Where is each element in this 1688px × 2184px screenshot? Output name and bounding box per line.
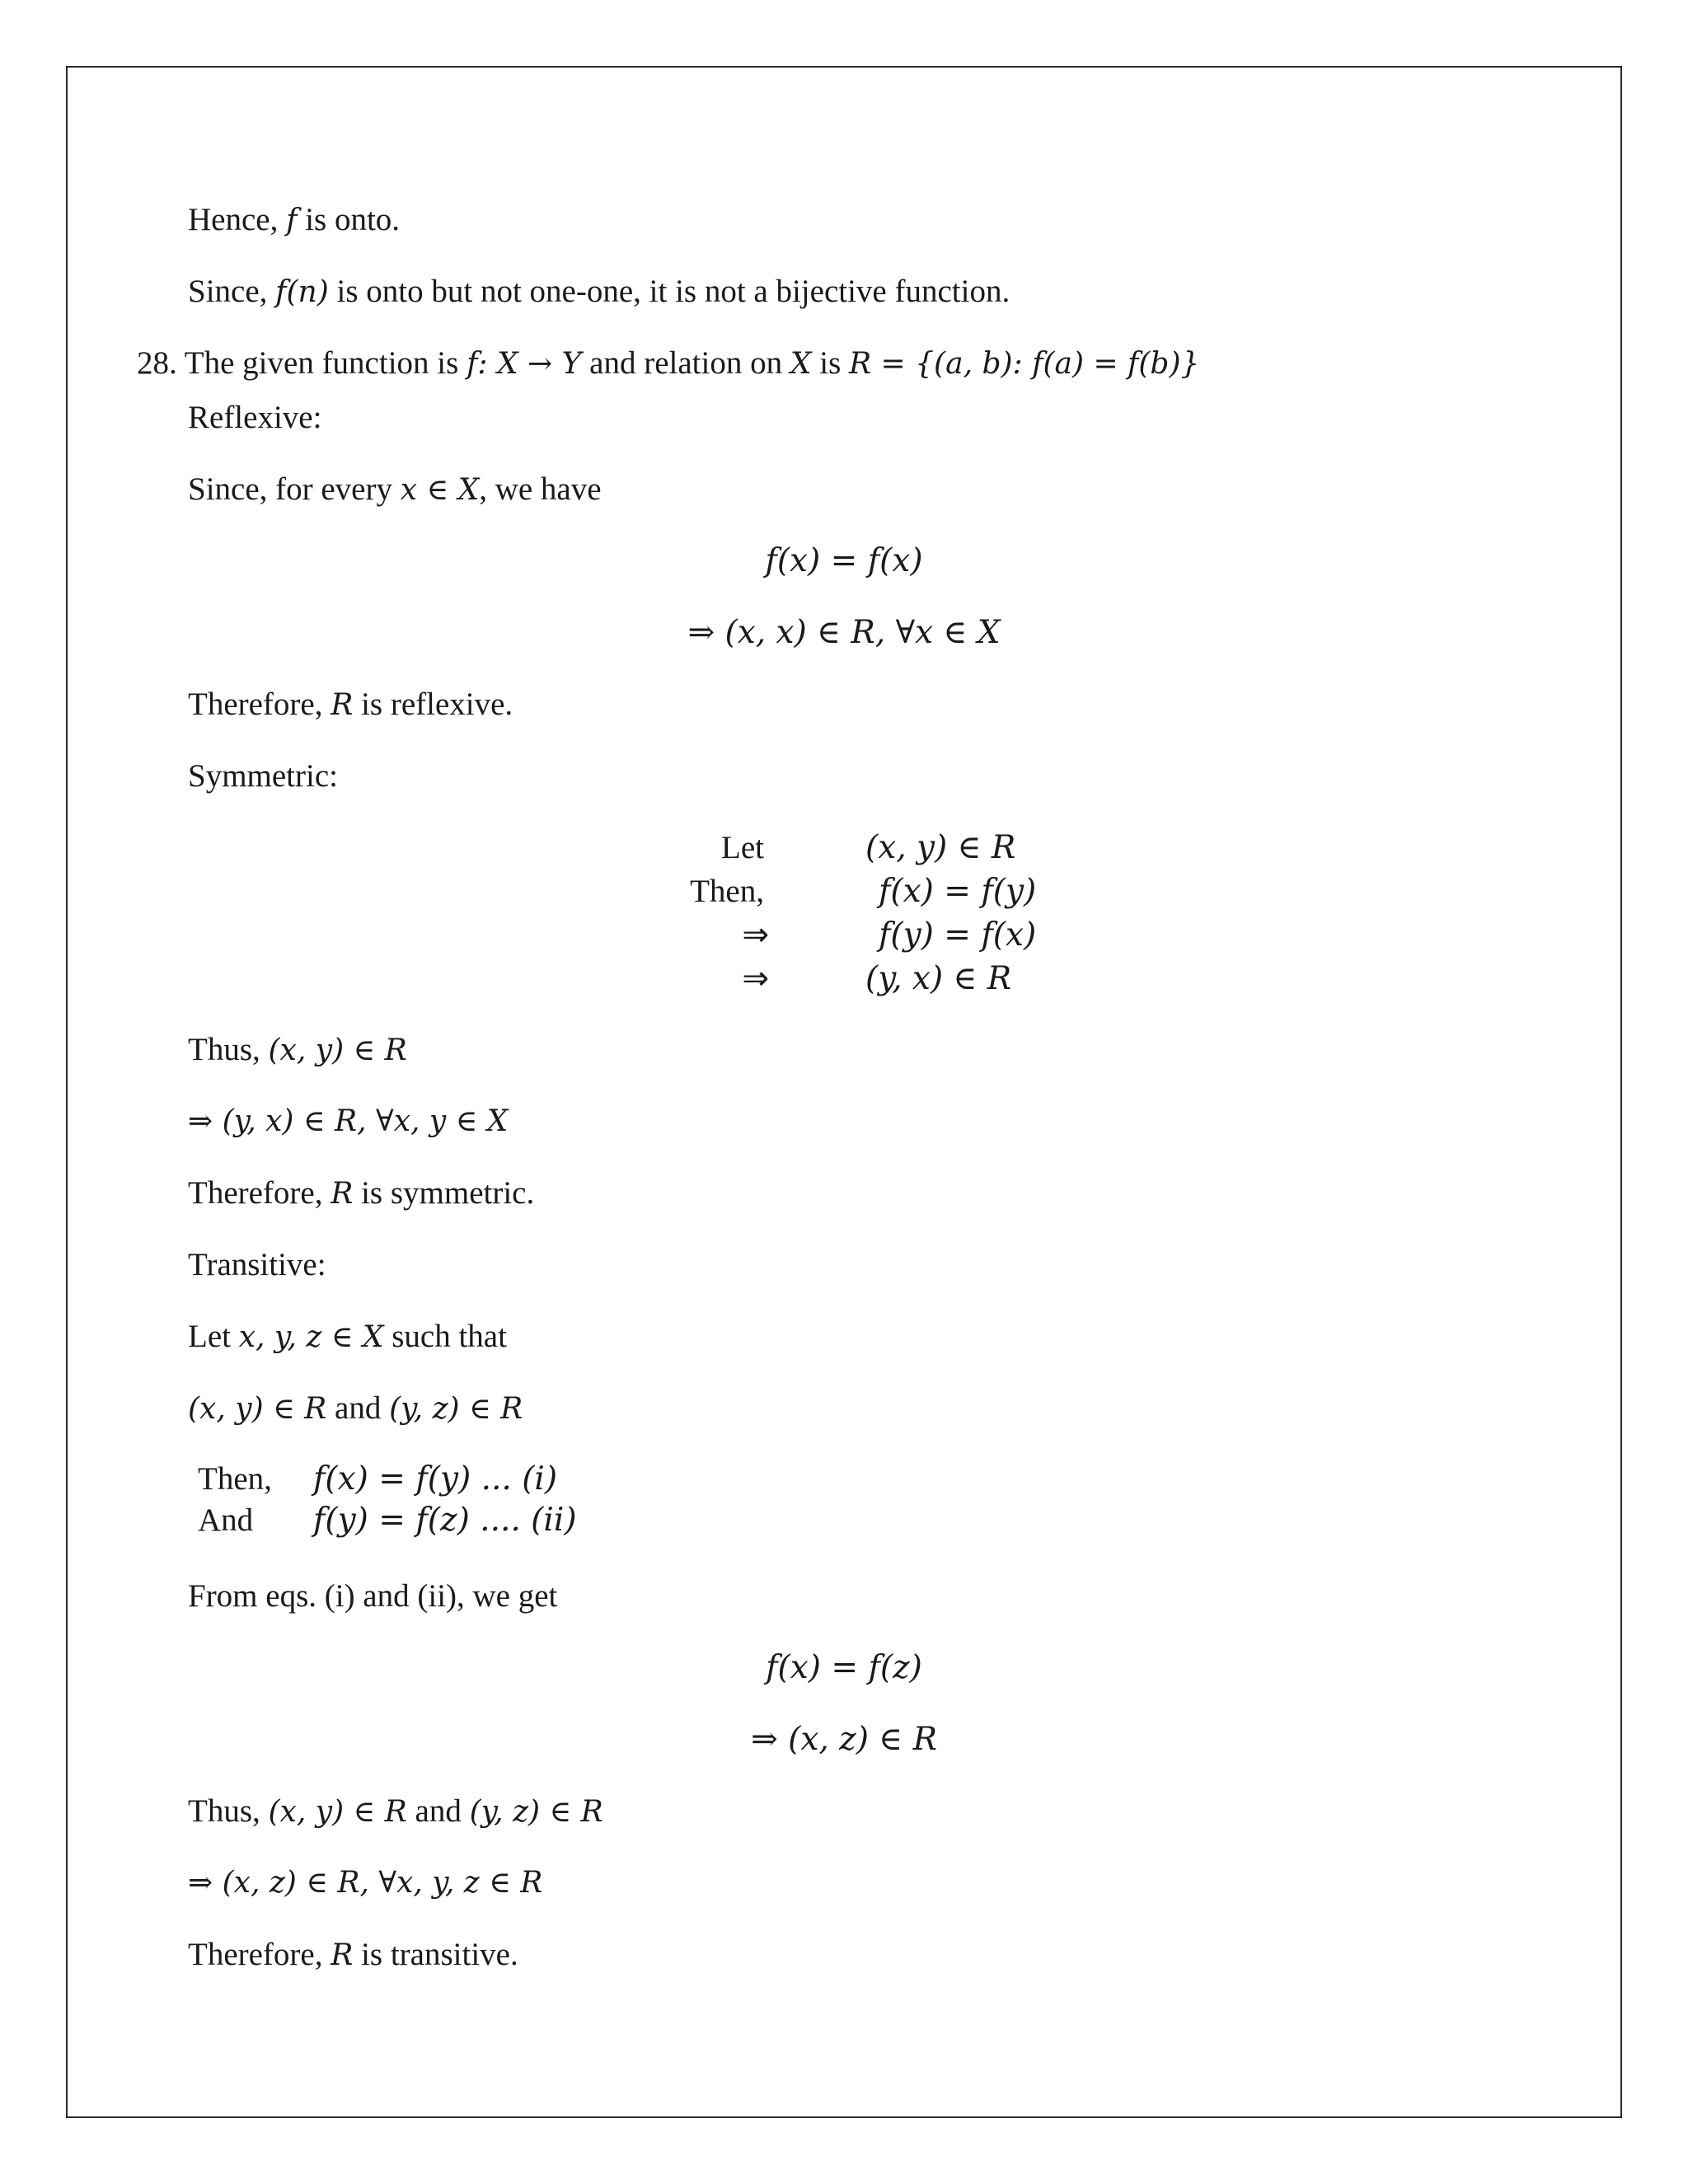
trans-expr-i: f(x) = f(y) ... (i)	[313, 1460, 558, 1497]
trans-expr-ii: f(y) = f(z) .... (ii)	[313, 1502, 577, 1539]
q28-part-1: f: X → Y	[467, 347, 582, 381]
line-thus-symmetric: Thus, (x, y) ∈ R	[188, 1032, 407, 1067]
sym-expr-implies-2: (y, x) ∈ R	[865, 960, 1012, 997]
reflexive-equation: f(x) = f(x)	[765, 542, 923, 579]
sym-label-implies-2: ⇒	[742, 960, 769, 997]
sym-expr-let: (x, y) ∈ R	[865, 829, 1016, 866]
heading-symmetric: Symmetric:	[188, 758, 338, 794]
q28-part-3: X	[790, 347, 812, 381]
transitive-implication: ⇒ (x, z) ∈ R	[751, 1721, 937, 1758]
line-hence-onto: Hence, f is onto.	[188, 202, 401, 237]
heading-transitive: Transitive:	[188, 1247, 326, 1282]
q28-part-4: is	[811, 345, 849, 381]
heading-reflexive: Reflexive:	[188, 400, 322, 435]
line-therefore-transitive: Therefore, R is transitive.	[188, 1937, 518, 1972]
reflexive-implication: ⇒ (x, x) ∈ R, ∀x ∈ X	[687, 614, 1001, 651]
trans-label-and: And	[198, 1502, 254, 1538]
line-therefore-reflexive: Therefore, R is reflexive.	[188, 687, 513, 722]
sym-label-implies-1: ⇒	[742, 916, 769, 954]
line-therefore-symmetric: Therefore, R is symmetric.	[188, 1175, 535, 1211]
line-from-eqs: From eqs. (i) and (ii), we get	[188, 1578, 558, 1614]
line-since-every: Since, for every x ∈ X, we have	[188, 471, 602, 507]
trans-label-then: Then,	[198, 1461, 272, 1497]
question-number: 28.	[137, 345, 177, 381]
sym-expr-implies-1: f(y) = f(x)	[879, 916, 1037, 954]
q28-part-2: and relation on	[581, 345, 790, 381]
sym-expr-then: f(x) = f(y)	[879, 873, 1037, 910]
transitive-equation: f(x) = f(z)	[766, 1649, 922, 1686]
line-thus-transitive: Thus, (x, y) ∈ R and (y, z) ∈ R	[188, 1793, 603, 1829]
question-28	[137, 344, 1199, 384]
line-pairs: (x, y) ∈ R and (y, z) ∈ R	[188, 1390, 523, 1426]
sym-label-let: Let	[721, 830, 764, 865]
line-let-xyz: Let x, y, z ∈ X such that	[188, 1319, 507, 1354]
q28-part-0: The given function is	[176, 345, 467, 381]
question-statement	[177, 345, 1200, 381]
sym-label-then: Then,	[690, 874, 764, 909]
transitive-conclusion-implication: ⇒ (x, z) ∈ R, ∀x, y, z ∈ R	[188, 1866, 543, 1900]
q28-part-5: R = {(a, b): f(a) = f(b)}	[849, 347, 1200, 381]
line-since-bijective: Since, f(n) is onto but not one-one, it is not a bijective function.	[188, 274, 1010, 309]
symmetric-implication: ⇒ (y, x) ∈ R, ∀x, y ∈ X	[188, 1104, 509, 1138]
